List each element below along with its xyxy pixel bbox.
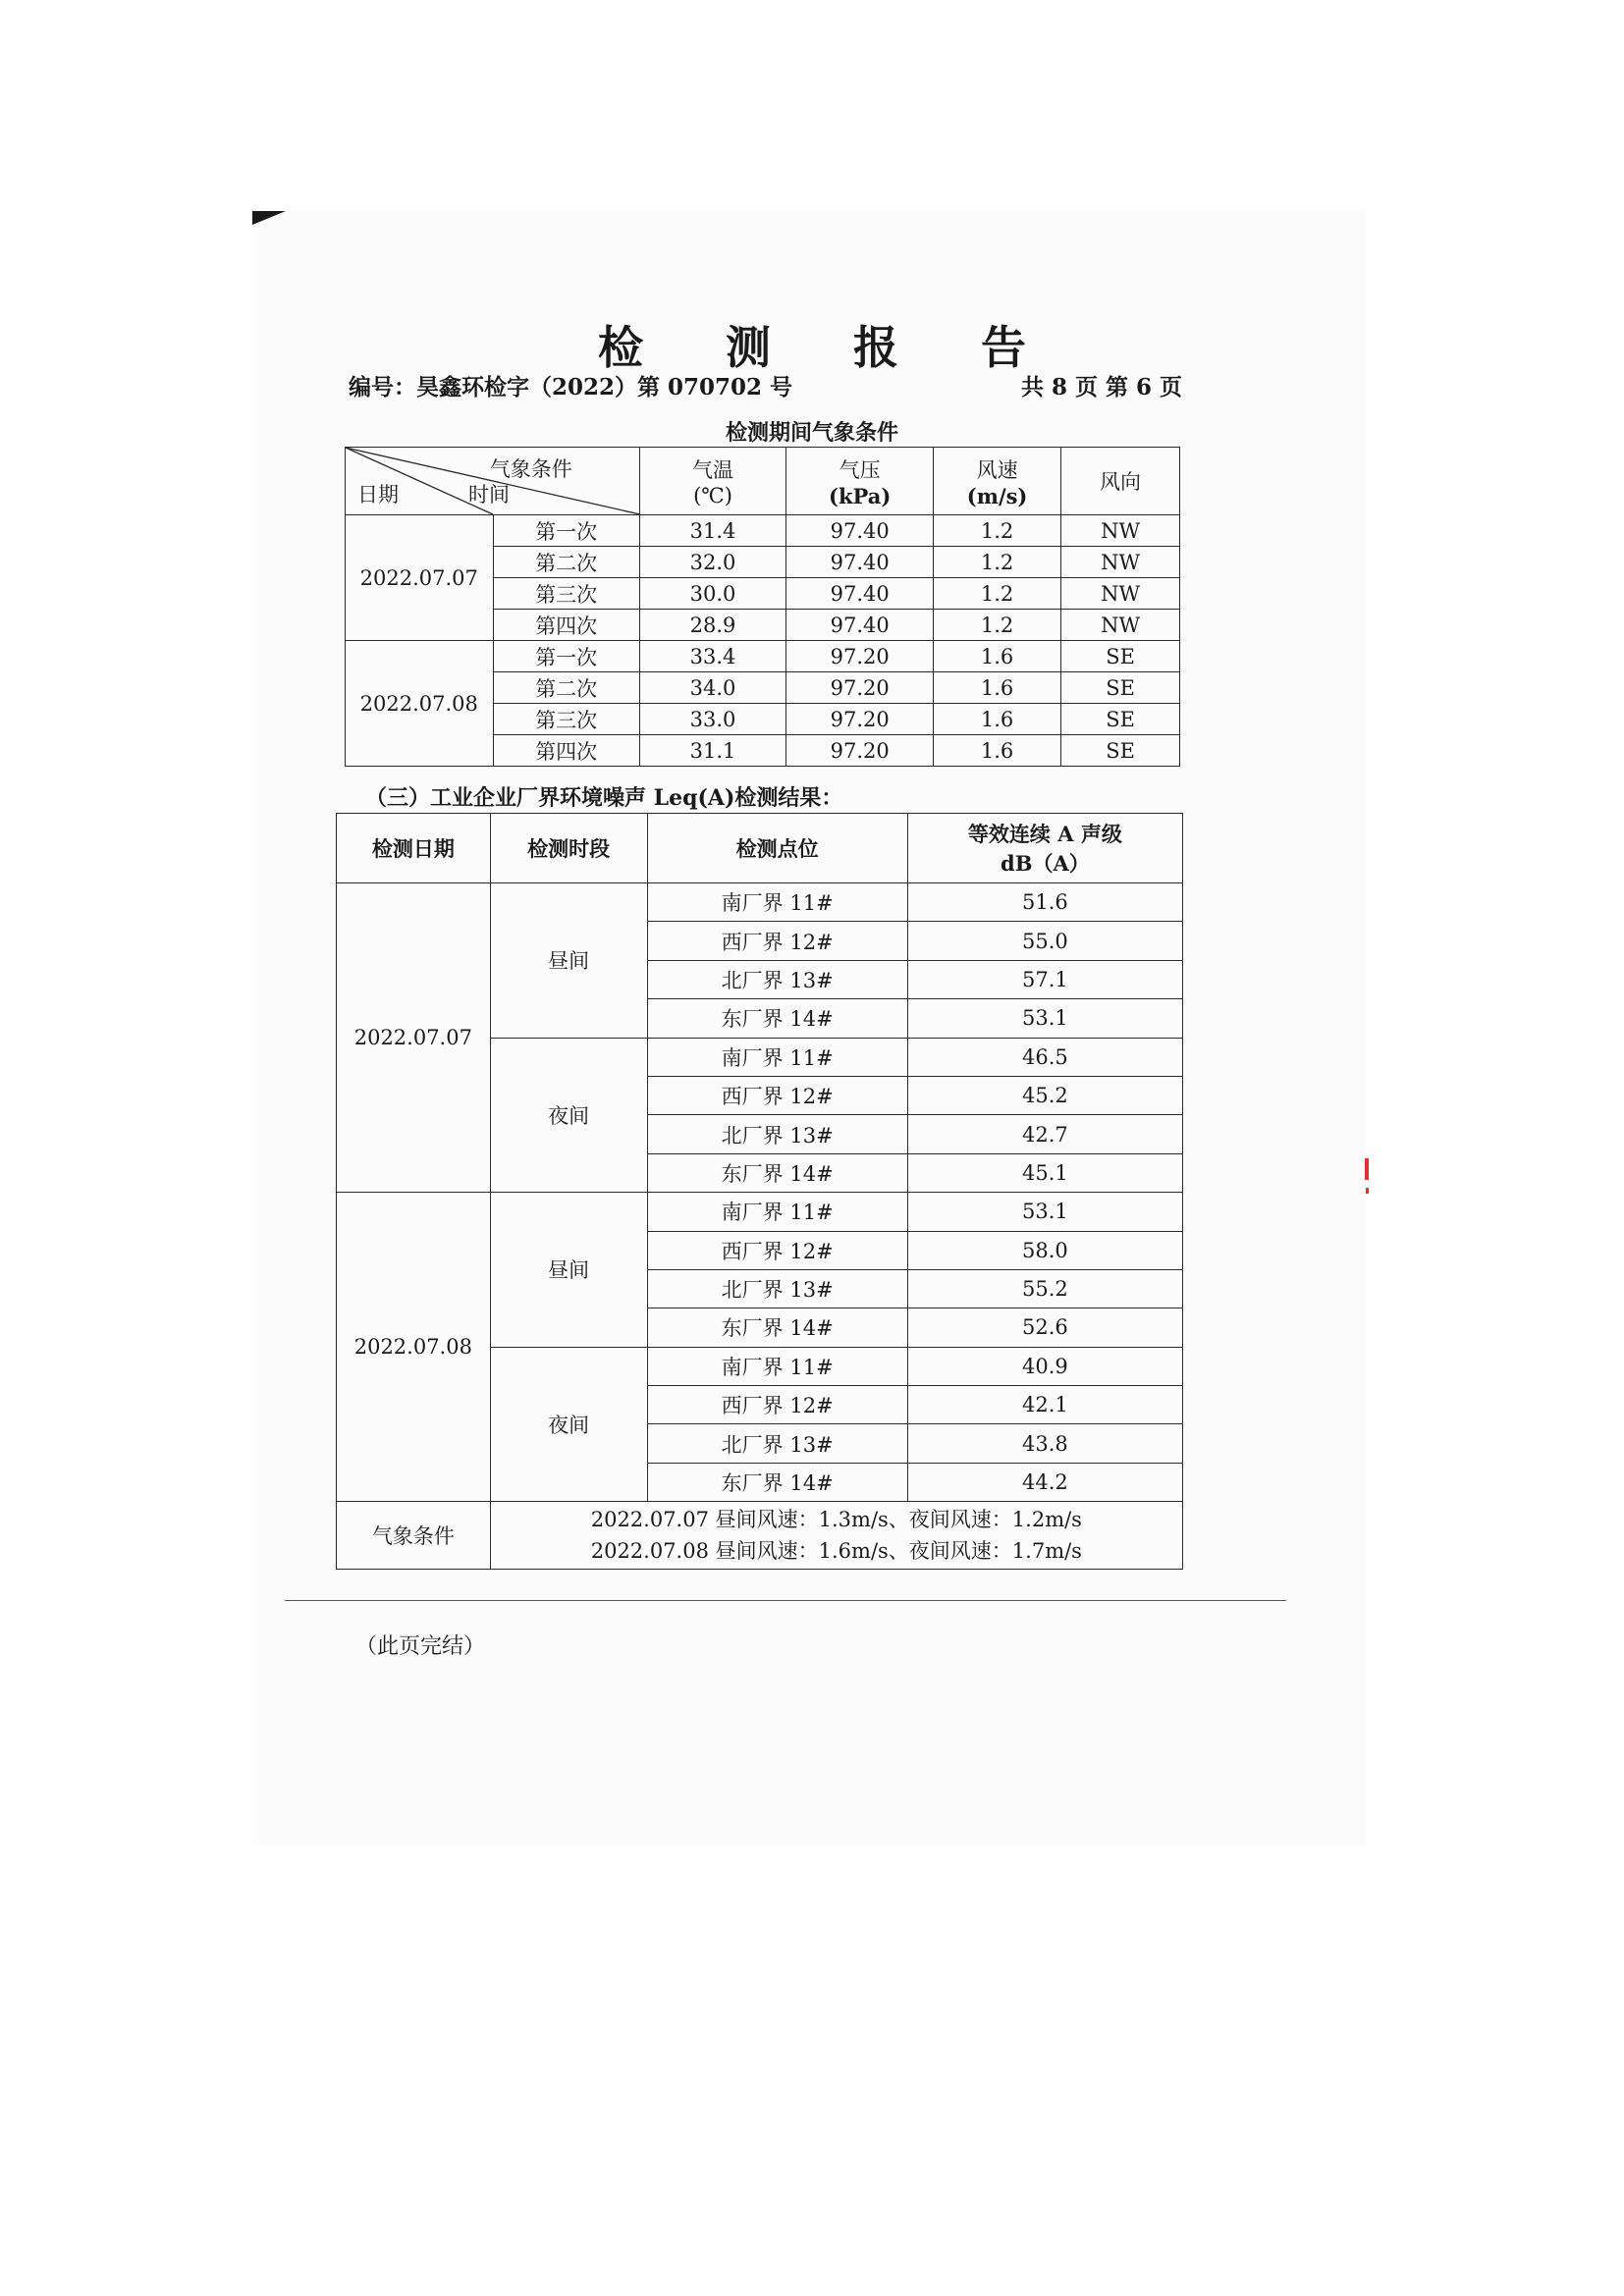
col-period: 检测时段 <box>490 814 647 883</box>
diag-label-time: 时间 <box>468 483 510 507</box>
footer-line-2: 2022.07.08 昼间风速：1.6m/s、夜间风速：1.7m/s <box>590 1539 1082 1564</box>
met-row: 第四次 31.1 97.20 1.6 SE <box>346 735 1180 767</box>
met-row: 第三次 33.0 97.20 1.6 SE <box>346 704 1180 735</box>
noise-row: 东厂界 14# 53.1 <box>337 999 1183 1038</box>
footer-wind-notes <box>490 1502 1182 1570</box>
met-row: 2022.07.07 第一次 31.4 97.40 1.2 NW <box>346 515 1180 547</box>
met-header-row <box>346 448 1180 515</box>
col-temp: 气温 (℃) <box>639 448 786 515</box>
noise-row: 北厂界 13# 57.1 <box>337 960 1183 998</box>
diag-label-date: 日期 <box>357 483 399 507</box>
report-title: 检 测 报 告 <box>597 321 1060 374</box>
noise-period: 昼间 <box>490 883 647 1039</box>
col-point: 检测点位 <box>647 814 907 883</box>
met-row: 第二次 32.0 97.40 1.2 NW <box>346 547 1180 578</box>
noise-row: 东厂界 14# 52.6 <box>337 1308 1183 1347</box>
footer-label: 气象条件 <box>337 1502 491 1570</box>
noise-row: 北厂界 13# 42.7 <box>337 1115 1183 1153</box>
col-pressure: 气压 (kPa) <box>786 448 934 515</box>
met-table-caption: 检测期间气象条件 <box>725 420 898 446</box>
bottom-rule <box>285 1600 1286 1601</box>
noise-row: 东厂界 14# 44.2 <box>337 1463 1183 1501</box>
red-mark <box>1365 1158 1369 1180</box>
noise-header-row <box>337 814 1183 883</box>
red-mark <box>1366 1188 1369 1194</box>
noise-date: 2022.07.07 <box>337 883 491 1193</box>
report-number: 编号：昊鑫环检字（2022）第 070702 号 <box>349 374 793 400</box>
noise-row: 西厂界 12# 45.2 <box>337 1076 1183 1114</box>
met-row: 第三次 30.0 97.40 1.2 NW <box>346 578 1180 610</box>
met-date: 2022.07.08 <box>346 641 494 767</box>
noise-row: 北厂界 13# 43.8 <box>337 1424 1183 1463</box>
col-date: 检测日期 <box>337 814 491 883</box>
met-row: 2022.07.08 第一次 33.4 97.20 1.6 SE <box>346 641 1180 672</box>
col-level: 等效连续 A 声级 dB（A） <box>907 814 1182 883</box>
noise-row: 西厂界 12# 55.0 <box>337 922 1183 960</box>
col-wind-speed: 风速 (m/s) <box>934 448 1061 515</box>
noise-period: 夜间 <box>490 1038 647 1193</box>
weather-footer-row <box>337 1502 1183 1570</box>
noise-results-table <box>336 813 1183 1570</box>
noise-row: 北厂界 13# 55.2 <box>337 1269 1183 1308</box>
col-wind-direction: 风向 <box>1061 448 1180 515</box>
section-3-title: （三）工业企业厂界环境噪声 Leq(A)检测结果： <box>365 785 843 811</box>
noise-row: 西厂界 12# 42.1 <box>337 1386 1183 1424</box>
footer-line-1: 2022.07.07 昼间风速：1.3m/s、夜间风速：1.2m/s <box>590 1508 1082 1532</box>
scan-corner-mark <box>252 211 286 225</box>
page-info: 共 8 页 第 6 页 <box>1021 374 1183 400</box>
noise-row: 东厂界 14# 45.1 <box>337 1153 1183 1192</box>
noise-row: 夜间 南厂界 11# 46.5 <box>337 1038 1183 1076</box>
noise-date: 2022.07.08 <box>337 1193 491 1502</box>
met-row: 第四次 28.9 97.40 1.2 NW <box>346 610 1180 641</box>
noise-row: 2022.07.07 昼间 南厂界 11# 51.6 <box>337 883 1183 922</box>
end-note: （此页完结） <box>355 1634 486 1659</box>
noise-period: 昼间 <box>490 1193 647 1348</box>
noise-row: 西厂界 12# 58.0 <box>337 1231 1183 1269</box>
noise-row: 2022.07.08 昼间 南厂界 11# 53.1 <box>337 1193 1183 1231</box>
noise-period: 夜间 <box>490 1347 647 1502</box>
met-date: 2022.07.07 <box>346 515 494 641</box>
diagonal-header-cell <box>346 448 640 515</box>
noise-row: 夜间 南厂界 11# 40.9 <box>337 1347 1183 1385</box>
diag-label-weather: 气象条件 <box>489 457 572 481</box>
met-row: 第二次 34.0 97.20 1.6 SE <box>346 672 1180 704</box>
meteorological-table <box>345 447 1180 767</box>
